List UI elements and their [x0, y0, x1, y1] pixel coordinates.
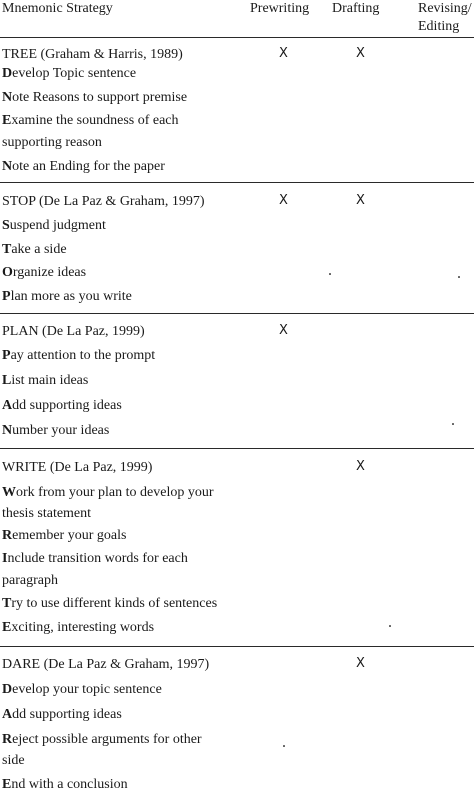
strategy-step-stop: Suspend judgment	[2, 218, 106, 233]
strategy-step-plan: List main ideas	[2, 373, 89, 388]
strategy-step-dare: Reject possible arguments for other	[2, 732, 202, 747]
drafting-mark-tree: X	[356, 46, 365, 61]
scan-speck	[458, 276, 460, 278]
strategy-step-stop: Take a side	[2, 242, 67, 257]
strategy-step-dare: Add supporting ideas	[2, 707, 122, 722]
strategy-step-stop: Organize ideas	[2, 265, 87, 280]
strategy-step-tree: Note an Ending for the paper	[2, 159, 165, 174]
strategy-step-stop: Plan more as you write	[2, 289, 132, 304]
prewriting-mark-tree: X	[279, 46, 288, 61]
strategy-title-plan: PLAN (De La Paz, 1999)	[2, 324, 145, 339]
scan-speck	[452, 423, 454, 425]
group-divider	[0, 448, 474, 449]
scan-speck	[283, 745, 285, 747]
header-revising-line1: Revising/	[418, 1, 472, 16]
drafting-mark-stop: X	[356, 193, 365, 208]
header-mnemonic-strategy: Mnemonic Strategy	[2, 1, 113, 16]
group-divider	[0, 313, 474, 314]
prewriting-mark-stop: X	[279, 193, 288, 208]
header-prewriting: Prewriting	[250, 1, 310, 16]
scan-speck	[329, 273, 331, 275]
strategy-title-dare: DARE (De La Paz & Graham, 1997)	[2, 657, 210, 672]
drafting-mark-write: X	[356, 459, 365, 474]
strategy-step-write: thesis statement	[2, 506, 92, 521]
strategy-step-write: Remember your goals	[2, 528, 127, 543]
strategy-step-dare: side	[2, 753, 25, 768]
strategy-step-write: Work from your plan to develop your	[2, 485, 214, 500]
strategy-step-write: paragraph	[2, 573, 58, 588]
drafting-mark-dare: X	[356, 656, 365, 671]
strategy-step-dare: Develop your topic sentence	[2, 682, 162, 697]
header-rule	[0, 37, 474, 38]
strategy-step-plan: Pay attention to the prompt	[2, 348, 156, 363]
header-drafting: Drafting	[332, 1, 380, 16]
header-revising-editing	[418, 0, 472, 36]
strategy-step-write: Include transition words for each	[2, 551, 188, 566]
scan-speck	[389, 625, 391, 627]
strategy-step-plan: Add supporting ideas	[2, 398, 122, 413]
strategy-step-write: Try to use different kinds of sentences	[2, 596, 218, 611]
strategy-step-dare: End with a conclusion	[2, 777, 128, 792]
strategy-title-write: WRITE (De La Paz, 1999)	[2, 460, 153, 475]
strategy-step-tree: Note Reasons to support premise	[2, 90, 188, 105]
strategy-step-plan: Number your ideas	[2, 423, 110, 438]
group-divider	[0, 182, 474, 183]
strategy-step-tree: supporting reason	[2, 135, 102, 150]
group-divider	[0, 646, 474, 647]
prewriting-mark-plan: X	[279, 323, 288, 338]
strategy-step-write: Exciting, interesting words	[2, 620, 155, 635]
strategy-step-tree: Examine the soundness of each	[2, 113, 179, 128]
strategy-step-tree: Develop Topic sentence	[2, 66, 137, 81]
strategy-title-tree: TREE (Graham & Harris, 1989)	[2, 47, 183, 62]
strategy-title-stop: STOP (De La Paz & Graham, 1997)	[2, 194, 205, 209]
header-revising-line2: Editing	[418, 19, 460, 34]
